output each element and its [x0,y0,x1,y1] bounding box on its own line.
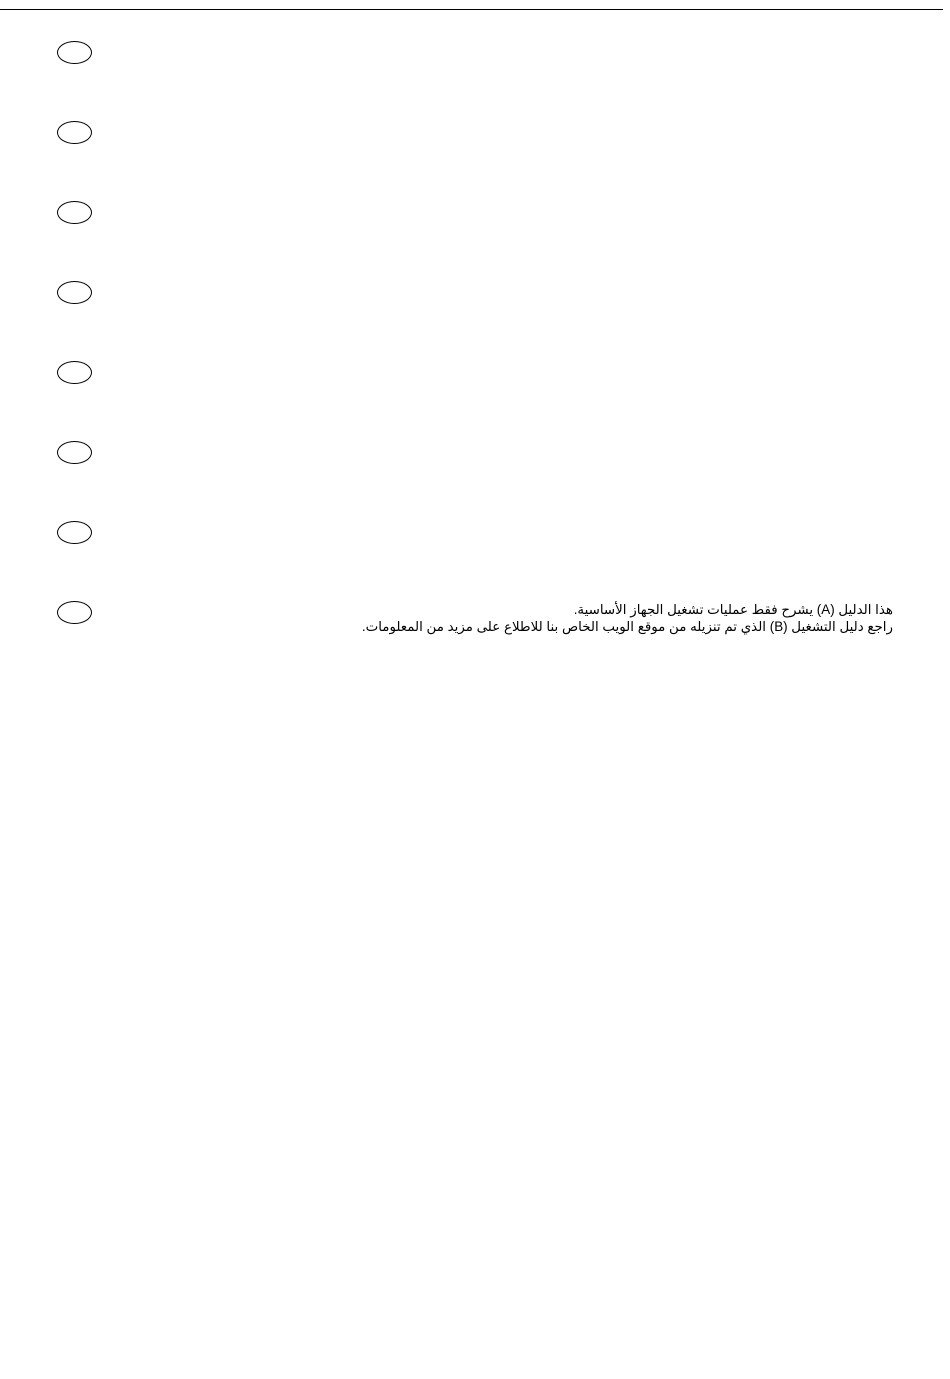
notice-line-download-manual: راجع دليل التشغيل (B) الذي تم تنزيله من موقع الويب الخاص بنا للاطلاع على مزيد من المعلومات. [361,619,893,634]
manual-notice [273,601,893,635]
binder-hole [57,441,92,464]
binder-hole [57,41,92,64]
binder-hole [57,121,92,144]
binder-hole [57,201,92,224]
notice-line-basic-operations: هذا الدليل (A) يشرح فقط عمليات تشغيل الجهاز الأساسية. [573,602,893,617]
binder-hole [57,521,92,544]
top-rule [0,9,943,10]
binder-hole [57,601,92,624]
binder-hole [57,281,92,304]
binder-hole [57,361,92,384]
